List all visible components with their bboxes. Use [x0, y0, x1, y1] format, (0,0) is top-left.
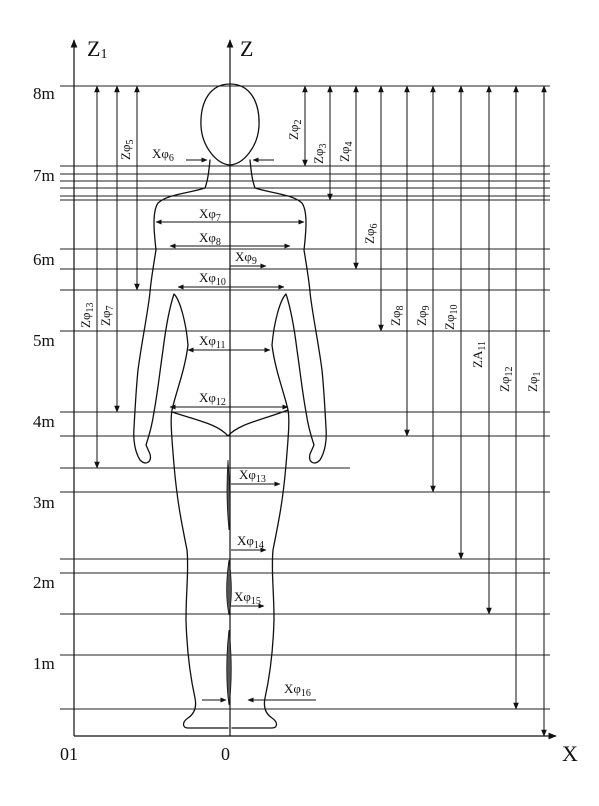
label-x-phi-7: $X\varphi_7$	[199, 206, 221, 224]
label-z-phi-2: $Z\varphi_2$	[286, 119, 304, 140]
tick-label-2m: 2m	[33, 573, 55, 592]
tick-label-6m: 6m	[33, 250, 55, 269]
label-z-phi-8: $Z\varphi_8$	[388, 305, 406, 326]
label-z-phi-4: $Z\varphi_4$	[337, 141, 355, 162]
label-x-phi-12: $X\varphi_{12}$	[199, 390, 226, 408]
origin-01-label: 01	[60, 744, 78, 764]
vertical-measurements	[97, 86, 544, 736]
tick-label-1m: 1m	[33, 654, 55, 673]
tick-label-5m: 5m	[33, 331, 55, 350]
label-x-phi-6: $X\varphi_6$	[152, 146, 174, 164]
z1-axis-label: Z1	[87, 36, 108, 62]
label-x-phi-16: $X\varphi_{16}$	[284, 681, 311, 699]
label-z-phi-1: $Z\varphi_1$	[525, 371, 543, 392]
label-x-phi-15: $X\varphi_{15}$	[234, 589, 261, 607]
figure-outline-left	[134, 160, 228, 728]
axes	[74, 40, 556, 736]
origin-0-label: 0	[221, 744, 230, 764]
label-za-11: $ZA_{11}$	[470, 341, 488, 368]
label-z-phi-13: $Z\varphi_{13}$	[78, 302, 96, 328]
figure-outline-right	[232, 160, 326, 728]
label-x-phi-11: $X\varphi_{11}$	[199, 333, 226, 351]
label-x-phi-9: $X\varphi_9$	[235, 249, 257, 267]
label-x-phi-14: $X\varphi_{14}$	[237, 533, 264, 551]
label-z-phi-9: $Z\varphi_9$	[414, 305, 432, 326]
label-z-phi-12: $Z\varphi_{12}$	[497, 366, 515, 392]
label-z-phi-5: $Z\varphi_5$	[118, 139, 136, 160]
x-axis-label: X	[562, 741, 578, 766]
tick-label-7m: 7m	[33, 166, 55, 185]
tick-label-3m: 3m	[33, 493, 55, 512]
label-x-phi-8: $X\varphi_8$	[199, 230, 221, 248]
label-x-phi-13: $X\varphi_{13}$	[239, 467, 266, 485]
tick-label-4m: 4m	[33, 412, 55, 431]
z-axis-label: Z	[240, 36, 254, 61]
label-z-phi-10: $Z\varphi_{10}$	[442, 304, 460, 330]
label-x-phi-10: $X\varphi_{10}$	[199, 270, 226, 288]
label-z-phi-7: $Z\varphi_7$	[98, 305, 116, 326]
tick-label-8m: 8m	[33, 84, 55, 103]
horizontal-labels	[152, 146, 311, 699]
label-z-phi-6: $Z\varphi_6$	[362, 223, 380, 244]
vertical-labels	[78, 120, 543, 392]
tick-labels	[33, 84, 55, 673]
reference-lines	[60, 86, 550, 709]
label-z-phi-3: $Z\varphi_3$	[311, 143, 329, 164]
